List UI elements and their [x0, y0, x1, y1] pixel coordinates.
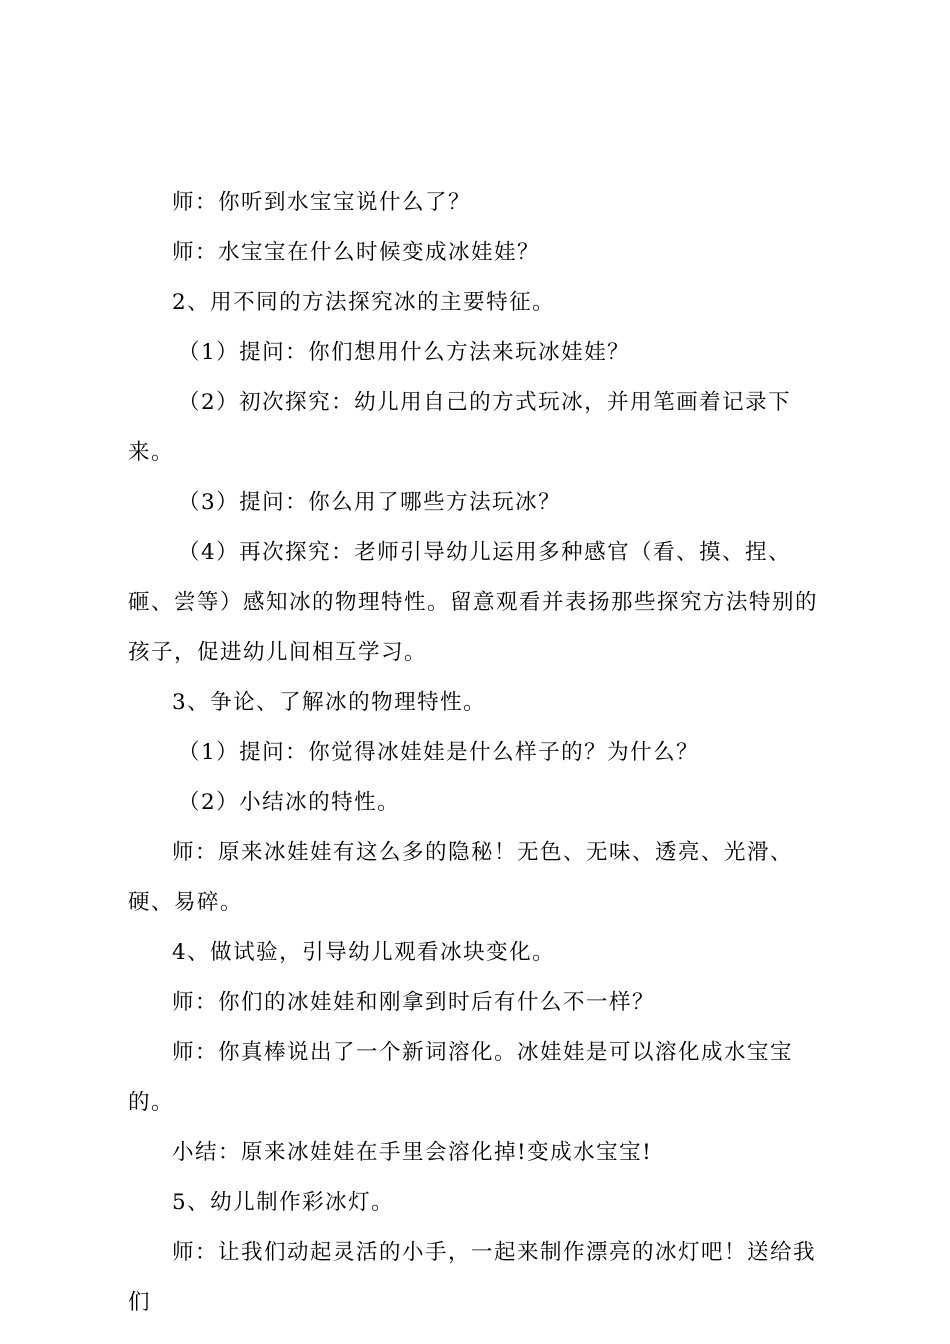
paragraph: 师：你听到水宝宝说什么了？	[172, 190, 472, 215]
paragraph: （4）再次探究：老师引导幼儿运用多种感官（看、摸、捏、砸、尝等）感知冰的物理特性。留意观看并表扬那些探究方法特别的孩子，促进幼儿间相互学习。	[128, 540, 819, 665]
paragraph: （2）初次探究：幼儿用自己的方式玩冰，并用笔画着记录下来。	[128, 390, 792, 465]
paragraph: 2、用不同的方法探究冰的主要特征。	[172, 290, 556, 315]
paragraph: 师：原来冰娃娃有这么多的隐秘！无色、无味、透亮、光滑、硬、易碎。	[128, 840, 794, 915]
paragraph: 师：你真棒说出了一个新词溶化。冰娃娃是可以溶化成水宝宝的。	[128, 1040, 794, 1115]
paragraph: 4、做试验，引导幼儿观看冰块变化。	[172, 940, 556, 965]
paragraph: 3、争论、了解冰的物理特性。	[172, 690, 487, 715]
paragraph: （1）提问：你觉得冰娃娃是什么样子的？为什么？	[178, 740, 700, 765]
paragraph: （3）提问：你么用了哪些方法玩冰？	[178, 490, 562, 515]
paragraph: 小结：原来冰娃娃在手里会溶化掉!变成水宝宝!	[172, 1140, 653, 1165]
paragraph: 师：让我们动起灵活的小手，一起来制作漂亮的冰灯吧！送给我们	[128, 1240, 817, 1315]
paragraph: 5、幼儿制作彩冰灯。	[172, 1190, 395, 1215]
paragraph: （1）提问：你们想用什么方法来玩冰娃娃？	[178, 340, 631, 365]
paragraph: 师：水宝宝在什么时候变成冰娃娃？	[172, 240, 541, 265]
paragraph: （2）小结冰的特性。	[178, 790, 401, 815]
paragraph: 师：你们的冰娃娃和刚拿到时后有什么不一样？	[172, 990, 656, 1015]
document-body	[128, 178, 832, 1328]
